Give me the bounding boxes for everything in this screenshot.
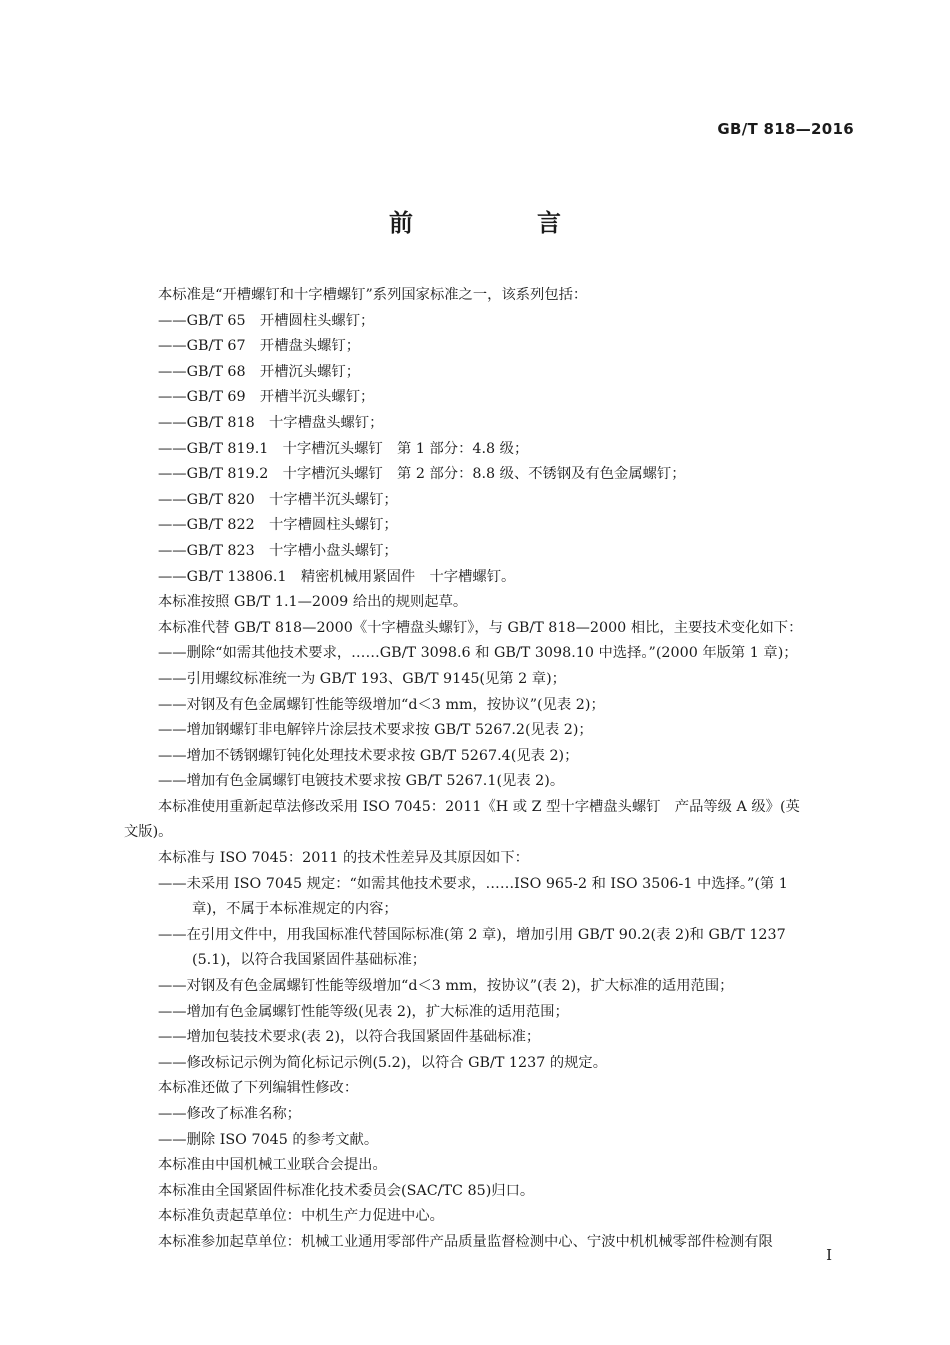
paragraph-line: 本标准负责起草单位：中机生产力促进中心。 <box>158 1208 444 1225</box>
paragraph-line: ——GB/T 67 开槽盘头螺钉； <box>158 338 360 355</box>
paragraph-line: ——未采用 ISO 7045 规定：“如需其他技术要求，……ISO 965-2 和 ISO 3506-1 中选择。”(第 1 <box>158 875 788 892</box>
paragraph-line: ——在引用文件中，用我国标准代替国际标准(第 2 章)，增加引用 GB/T 90.2(表 2)和 GB/T 1237 <box>158 926 786 943</box>
paragraph-line: 本标准由全国紧固件标准化技术委员会(SAC/TC 85)归口。 <box>158 1182 535 1199</box>
paragraph-line: 本标准由中国机械工业联合会提出。 <box>158 1157 387 1174</box>
page-number: I <box>826 1246 832 1264</box>
paragraph-line: ——删除“如需其他技术要求，……GB/T 3098.6 和 GB/T 3098.10 中选择。”(2000 年版第 1 章)； <box>158 645 798 662</box>
paragraph-line: ——增加包装技术要求(表 2)，以符合我国紧固件基础标准； <box>158 1029 541 1046</box>
paragraph-line: (5.1)，以符合我国紧固件基础标准； <box>192 952 427 969</box>
paragraph-line: ——GB/T 818 十字槽盘头螺钉； <box>158 414 384 431</box>
paragraph-line: ——增加有色金属螺钉电镀技术要求按 GB/T 5267.1(见表 2)。 <box>158 773 565 790</box>
paragraph-line: 本标准是“开槽螺钉和十字槽螺钉”系列国家标准之一，该系列包括： <box>158 287 588 303</box>
paragraph-line: ——删除 ISO 7045 的参考文献。 <box>158 1131 379 1148</box>
paragraph-line: ——GB/T 13806.1 精密机械用紧固件 十字槽螺钉。 <box>158 568 516 585</box>
paragraph-line: ——修改了标准名称； <box>158 1106 301 1122</box>
paragraph-line: ——GB/T 65 开槽圆柱头螺钉； <box>158 312 375 329</box>
paragraph-line: 本标准代替 GB/T 818—2000《十字槽盘头螺钉》，与 GB/T 818—2000 相比，主要技术变化如下： <box>158 619 803 636</box>
paragraph-line: 文版)。 <box>124 824 173 841</box>
page-title: 前 言 <box>389 208 611 237</box>
paragraph-line: ——增加不锈钢螺钉钝化处理技术要求按 GB/T 5267.4(见表 2)； <box>158 747 579 764</box>
foreword-body <box>124 283 859 1256</box>
paragraph-line: ——对钢及有色金属螺钉性能等级增加“d＜3 mm，按协议”(见表 2)； <box>158 696 605 713</box>
paragraph-line: ——对钢及有色金属螺钉性能等级增加“d＜3 mm，按协议”(表 2)，扩大标准的适用范围； <box>158 978 734 995</box>
paragraph-line: 本标准参加起草单位：机械工业通用零部件产品质量监督检测中心、宁波中机机械零部件检测有限 <box>158 1233 773 1250</box>
paragraph-line: ——增加钢螺钉非电解锌片涂层技术要求按 GB/T 5267.2(见表 2)； <box>158 722 593 739</box>
paragraph-line: ——引用螺纹标准统一为 GB/T 193、GB/T 9145(见第 2 章)； <box>158 670 566 687</box>
paragraph-line: ——GB/T 819.1 十字槽沉头螺钉 第 1 部分：4.8 级； <box>158 440 529 457</box>
paragraph-line: ——GB/T 823 十字槽小盘头螺钉； <box>158 542 398 559</box>
paragraph-line: 章)，不属于本标准规定的内容； <box>192 901 398 918</box>
paragraph-line: ——GB/T 822 十字槽圆柱头螺钉； <box>158 517 398 534</box>
paragraph-line: ——修改标记示例为简化标记示例(5.2)，以符合 GB/T 1237 的规定。 <box>158 1054 608 1071</box>
paragraph-line: ——GB/T 69 开槽半沉头螺钉； <box>158 389 375 406</box>
paragraph-line: 本标准与 ISO 7045：2011 的技术性差异及其原因如下： <box>158 850 529 867</box>
paragraph-line: ——增加有色金属螺钉性能等级(见表 2)，扩大标准的适用范围； <box>158 1003 569 1020</box>
paragraph-line: ——GB/T 819.2 十字槽沉头螺钉 第 2 部分：8.8 级、不锈钢及有色金属螺钉； <box>158 466 686 483</box>
paragraph-line: 本标准使用重新起草法修改采用 ISO 7045：2011《H 或 Z 型十字槽盘头螺钉 产品等级 A 级》(英 <box>158 798 800 815</box>
paragraph-line: ——GB/T 820 十字槽半沉头螺钉； <box>158 491 398 508</box>
paragraph-line: ——GB/T 68 开槽沉头螺钉； <box>158 363 360 380</box>
standard-code: GB/T 818—2016 <box>717 120 854 138</box>
paragraph-line: 本标准按照 GB/T 1.1—2009 给出的规则起草。 <box>158 594 468 611</box>
paragraph-line: 本标准还做了下列编辑性修改： <box>158 1080 359 1097</box>
